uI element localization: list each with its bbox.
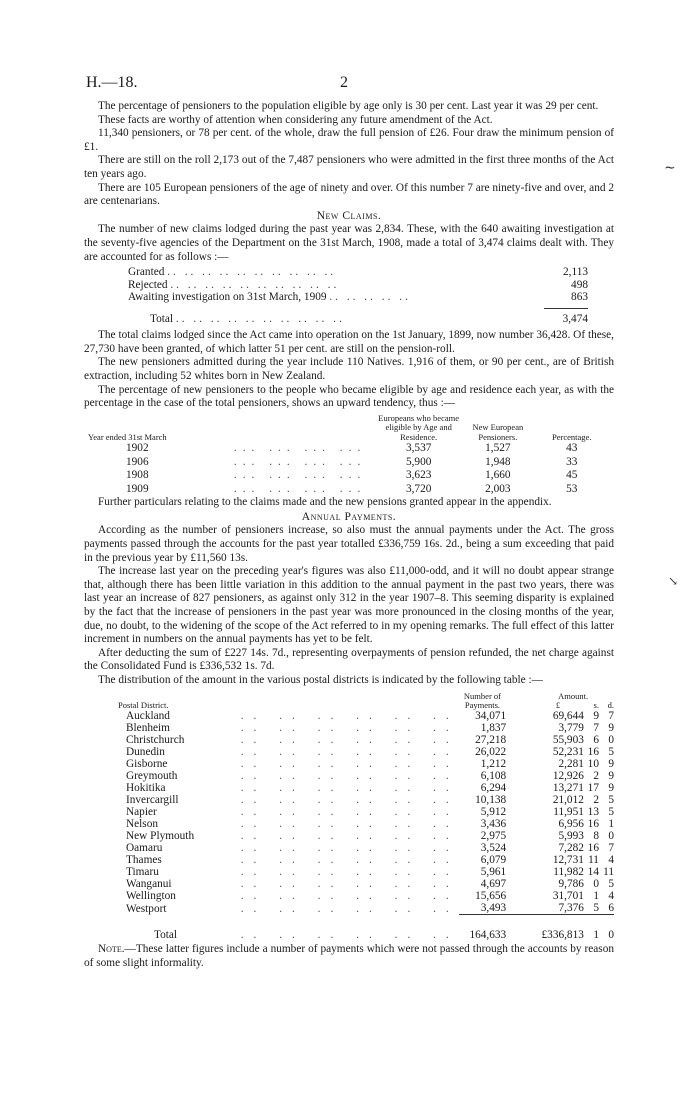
leader-dots: .. .. .. .. .. ..: [240, 818, 459, 831]
table-row: [84, 782, 614, 794]
paragraph: These facts are worthy of attention when considering any future amendment of the Act.: [98, 113, 493, 126]
section-heading-annual-payments: Annual Payments.: [301, 510, 397, 523]
amount-pence: 11: [603, 866, 614, 879]
amount-pence: 4: [608, 890, 614, 903]
district-name: Invercargill: [126, 794, 179, 807]
paragraph: The distribution of the amount in the various postal districts is indicated by the following table :—: [98, 674, 543, 686]
leader-dots: .. .. .. .. .. .. .. .. .. ..: [170, 278, 340, 291]
amount-pounds: 3,779: [558, 722, 584, 735]
leader-dots: .. .. .. .. .. ..: [240, 866, 459, 879]
claims-label: Awaiting investigation on 31st March, 1909: [128, 291, 327, 304]
amount-shillings: 1: [593, 890, 599, 903]
payments-count: 27,218: [475, 734, 507, 747]
table-total-row: [84, 929, 614, 941]
leader-dots: .. .. .. .. .. ..: [240, 758, 459, 771]
amount-pence: 9: [608, 722, 614, 735]
column-header: Percentage.: [552, 431, 592, 442]
amount-shillings: 14: [587, 866, 599, 879]
amount-pounds: 9,786: [558, 878, 584, 891]
amount-shillings: 0: [593, 878, 599, 891]
column-header: Year ended 31st March: [88, 431, 167, 442]
total-pence: 0: [608, 929, 614, 942]
leader-dots: .. .. .. .. .. ..: [240, 710, 459, 723]
district-name: Wellington: [126, 890, 176, 903]
table-row: [84, 734, 614, 746]
claims-row: [128, 279, 588, 292]
payments-count: 5,912: [480, 806, 507, 819]
paragraph: The percentage of pensioners to the population eligible by age only is 30 per cent. Last year it was 29 per cent.: [98, 100, 599, 112]
amount-pence: 7: [608, 842, 614, 855]
amount-pence: 7: [608, 710, 614, 723]
table-row: [84, 806, 614, 818]
note-paragraph: [84, 943, 614, 970]
district-name: Napier: [126, 806, 157, 819]
amount-shillings: 8: [593, 830, 599, 843]
amount-pounds: 7,376: [558, 902, 584, 915]
payments-count: 15,656: [475, 890, 507, 903]
amount-pounds: 7,282: [558, 842, 584, 855]
claims-row: [128, 266, 588, 279]
table-row: [84, 758, 614, 770]
claims-row: [128, 291, 588, 304]
payments-count: 5,961: [480, 866, 507, 879]
amount-shillings: 11: [588, 854, 599, 867]
district-name: Nelson: [126, 818, 159, 831]
paragraph: There are still on the roll 2,173 out of the 7,487 pensioners who were admitted in the first three months of the Act ten years ago.: [84, 154, 614, 180]
column-header: Amount.: [558, 690, 589, 701]
amount-shillings: 16: [587, 818, 599, 831]
paragraph: There are 105 European pensioners of the age of ninety and over. Of this number 7 are ninety-five and over, and 2 are centenarians.: [84, 181, 614, 208]
leader-dots: .. .. .. .. .. ..: [240, 890, 459, 903]
payments-count: 3,436: [480, 818, 507, 831]
district-name: Wanganui: [126, 878, 172, 891]
amount-pence: 5: [608, 878, 614, 891]
table-row: 1906 ... ... ... ... 5,900 1,948 33: [126, 455, 578, 468]
leader-dots: ... ... ... ...: [233, 441, 367, 454]
leader-dots: .. .. .. .. .. ..: [240, 746, 459, 759]
payments-count: 2,975: [480, 830, 507, 843]
leader-dots: .. .. .. .. ..: [329, 291, 411, 304]
claims-total-row: [128, 313, 588, 326]
paragraph: After deducting the sum of £227 14s. 7d., representing overpayments of pension refunded, the net charge against the Consolidated Fund is £336,532 1s. 7d.: [84, 646, 614, 673]
amount-pence: 5: [608, 794, 614, 807]
margin-mark: ↘: [668, 574, 679, 588]
total-number: 164,633: [469, 929, 507, 942]
amount-shillings: 10: [587, 758, 599, 771]
amount-pence: 4: [608, 854, 614, 867]
leader-dots: .. .. .. .. .. ..: [240, 722, 459, 735]
amount-pounds: 21,012: [552, 794, 584, 807]
note-label: Note.: [98, 943, 125, 956]
table-row: [84, 854, 614, 866]
amount-shillings: 16: [587, 746, 599, 759]
leader-dots: .. .. .. .. .. ..: [240, 830, 459, 843]
payments-count: 10,138: [475, 794, 507, 807]
amount-shillings: 2: [593, 794, 599, 807]
column-header: Postal District.: [118, 700, 169, 710]
district-name: Oamaru: [126, 842, 163, 855]
district-name: Christchurch: [126, 734, 185, 747]
amount-pounds: 5,993: [558, 830, 584, 843]
claims-total-label: Total: [150, 312, 174, 325]
total-pounds: £336,813: [541, 929, 584, 942]
total-label: Total: [154, 929, 178, 942]
amount-pounds: 11,982: [553, 866, 584, 879]
paragraph: The percentage of new pensioners to the people who became eligible by age and residence each year, as with the percentage in the case of the total pensioners, shows an upward tendency, thus :—: [84, 383, 614, 410]
table-row: [84, 770, 614, 782]
district-name: Gisborne: [126, 758, 168, 771]
paragraph: 11,340 pensioners, or 78 per cent. of the whole, draw the full pension of £26. Four draw the minimum pension of £1.: [84, 127, 614, 153]
postal-district-table: [84, 692, 614, 942]
amount-pence: 0: [608, 734, 614, 747]
margin-mark: ∼: [664, 161, 676, 176]
column-header: £: [555, 700, 561, 710]
payments-count: 34,071: [475, 710, 507, 723]
document-reference: H.—18.: [86, 74, 138, 91]
claims-value: 863: [571, 291, 588, 304]
amount-pounds: 2,281: [558, 758, 584, 771]
paragraph: The increase last year on the preceding year's figures was also £11,000-odd, and it will no doubt appear strange that, although there has been little variation in this addition to the annual payment in the past two years, there was last year an increase of 827 pensioners, as against only 312 in the year 1907–8. This seeming disparity is explained by the fact that the increase of pensioners in the past year was more pronounced in the closing months of the year, due, no doubt, to the widening of the scope of the Act referred to in my opening remarks. The full effect of this latter increment in numbers on the annual payments has yet to be felt.: [84, 565, 614, 646]
paragraph: The new pensioners admitted during the year include 110 Natives. 1,916 of them, or 90 per cent., are of British extraction, including 52 whites born in New Zealand.: [84, 356, 614, 382]
leader-dots: ... ... ... ...: [233, 455, 367, 468]
district-name: Thames: [126, 854, 162, 867]
payments-count: 4,697: [480, 878, 507, 891]
paragraph: The number of new claims lodged during the past year was 2,834. These, with the 640 awaiting investigation at the seventy-five agencies of the Department on the 31st March, 1908, made a total of 3,474 claims dealt with. They are accounted for as follows :—: [84, 223, 614, 263]
amount-pence: 9: [608, 758, 614, 771]
payments-count: 6,294: [480, 782, 507, 795]
claims-value: 2,113: [563, 266, 588, 279]
amount-pounds: 31,701: [552, 890, 584, 903]
table-row: [84, 830, 614, 842]
leader-dots: .. .. .. .. .. ..: [240, 794, 459, 807]
table-row: 1902 ... ... ... ... 3,537 1,527 43: [126, 441, 578, 454]
amount-pence: 9: [608, 770, 614, 783]
total-shillings: 1: [593, 929, 599, 942]
district-name: Auckland: [126, 710, 170, 723]
leader-dots: .. .. .. .. .. ..: [240, 782, 459, 795]
table-row: [84, 746, 614, 758]
claims-value: 498: [571, 278, 588, 291]
claims-label: Rejected: [128, 278, 168, 291]
page-number: 2: [340, 74, 348, 91]
leader-dots: .. .. .. .. .. .. .. .. .. ..: [167, 266, 337, 279]
amount-pounds: 52,231: [552, 746, 584, 759]
amount-pence: 6: [608, 902, 614, 915]
paragraph: According as the number of pensioners increase, so also must the annual payments under the Act. The gross payments passed through the accounts for the past year totalled £336,759 16s. 2d., being a sum exceeding that paid in the previous year by £11,560 13s.: [84, 524, 614, 564]
payments-count: 6,108: [480, 770, 507, 783]
leader-dots: .. .. .. .. .. ..: [240, 854, 459, 867]
table-row: [84, 794, 614, 806]
table-row: [84, 890, 614, 902]
table-header-row: [84, 692, 614, 701]
amount-pence: 9: [608, 782, 614, 795]
sum-rule: [544, 308, 588, 309]
amount-pounds: 11,951: [553, 806, 584, 819]
amount-shillings: 9: [593, 710, 599, 723]
district-name: Hokitika: [126, 782, 166, 795]
payments-count: 3,493: [480, 902, 507, 915]
leader-dots: ... ... ... ...: [233, 482, 367, 495]
leader-dots: ... ... ... ...: [233, 469, 367, 482]
table-row: [84, 878, 614, 890]
leader-dots: .. .. .. .. .. ..: [240, 878, 459, 891]
paragraph: The total claims lodged since the Act came into operation on the 1st January, 1899, now number 36,428. Of these, 27,730 have been granted, of which latter 51 per cent. are still on the pension-roll.: [84, 329, 614, 355]
eligibility-table: [84, 414, 614, 497]
amount-pounds: 69,644: [552, 710, 584, 723]
amount-pence: 1: [608, 818, 614, 831]
amount-pounds: 55,903: [552, 734, 584, 747]
amount-shillings: 13: [587, 806, 599, 819]
table-header-row: [84, 414, 614, 442]
document-body: [84, 100, 614, 971]
payments-count: 6,079: [480, 854, 507, 867]
column-header: d.: [607, 700, 614, 710]
leader-dots: .. .. .. .. .. ..: [240, 734, 459, 747]
amount-shillings: 17: [587, 782, 599, 795]
leader-dots: .. .. .. .. .. ..: [240, 929, 459, 942]
claims-summary: [128, 266, 588, 325]
district-name: Dunedin: [126, 746, 165, 759]
district-name: New Plymouth: [126, 830, 195, 843]
leader-dots: .. .. .. .. .. ..: [240, 806, 459, 819]
paragraph: Further particulars relating to the claims made and the new pensions granted appear in the appendix.: [98, 496, 552, 509]
district-name: Timaru: [126, 866, 159, 879]
claims-label: Granted: [128, 266, 165, 279]
amount-pounds: 12,731: [552, 854, 584, 867]
note-text: —These latter figures include a number of payments which were not passed through the accounts by reason of some slight informality.: [84, 943, 614, 969]
amount-shillings: 6: [593, 734, 599, 747]
table-rule-row: [84, 915, 614, 930]
table-row: 1909 ... ... ... ... 3,720 2,003 53: [126, 482, 578, 495]
leader-dots: .. .. .. .. .. ..: [240, 902, 459, 915]
table-row: [84, 902, 614, 915]
amount-pence: 5: [608, 806, 614, 819]
section-heading-new-claims: New Claims.: [316, 209, 382, 222]
table-row: [84, 722, 614, 734]
payments-count: 1,837: [480, 722, 507, 735]
table-row: [84, 866, 614, 878]
column-header: Europeans who became eligible by Age and Residence.: [378, 412, 460, 442]
leader-dots: .. .. .. .. .. ..: [240, 770, 459, 783]
payments-count: 1,212: [480, 758, 507, 771]
amount-shillings: 7: [593, 722, 599, 735]
district-name: Blenheim: [126, 722, 170, 735]
district-name: Westport: [126, 902, 167, 915]
district-name: Greymouth: [126, 770, 178, 783]
table-row: 1908 ... ... ... ... 3,623 1,660 45: [126, 469, 578, 482]
table-row: [84, 818, 614, 830]
amount-pounds: 12,926: [552, 770, 584, 783]
leader-dots: .. .. .. .. .. .. .. .. .. ..: [175, 312, 345, 325]
amount-pounds: 6,956: [558, 818, 584, 831]
amount-shillings: 2: [593, 770, 599, 783]
amount-pence: 0: [608, 830, 614, 843]
claims-total-value: 3,474: [562, 312, 588, 325]
amount-pence: 5: [608, 746, 614, 759]
payments-count: 26,022: [475, 746, 507, 759]
column-header: Number of Payments.: [463, 690, 501, 710]
amount-shillings: 16: [587, 842, 599, 855]
table-row: [84, 710, 614, 722]
amount-shillings: 5: [593, 902, 599, 915]
column-header: s.: [593, 700, 599, 710]
column-header: New European Pensioners.: [472, 422, 524, 442]
amount-pounds: 13,271: [552, 782, 584, 795]
payments-count: 3,524: [480, 842, 507, 855]
leader-dots: .. .. .. .. .. ..: [240, 842, 459, 855]
table-row: [84, 842, 614, 854]
